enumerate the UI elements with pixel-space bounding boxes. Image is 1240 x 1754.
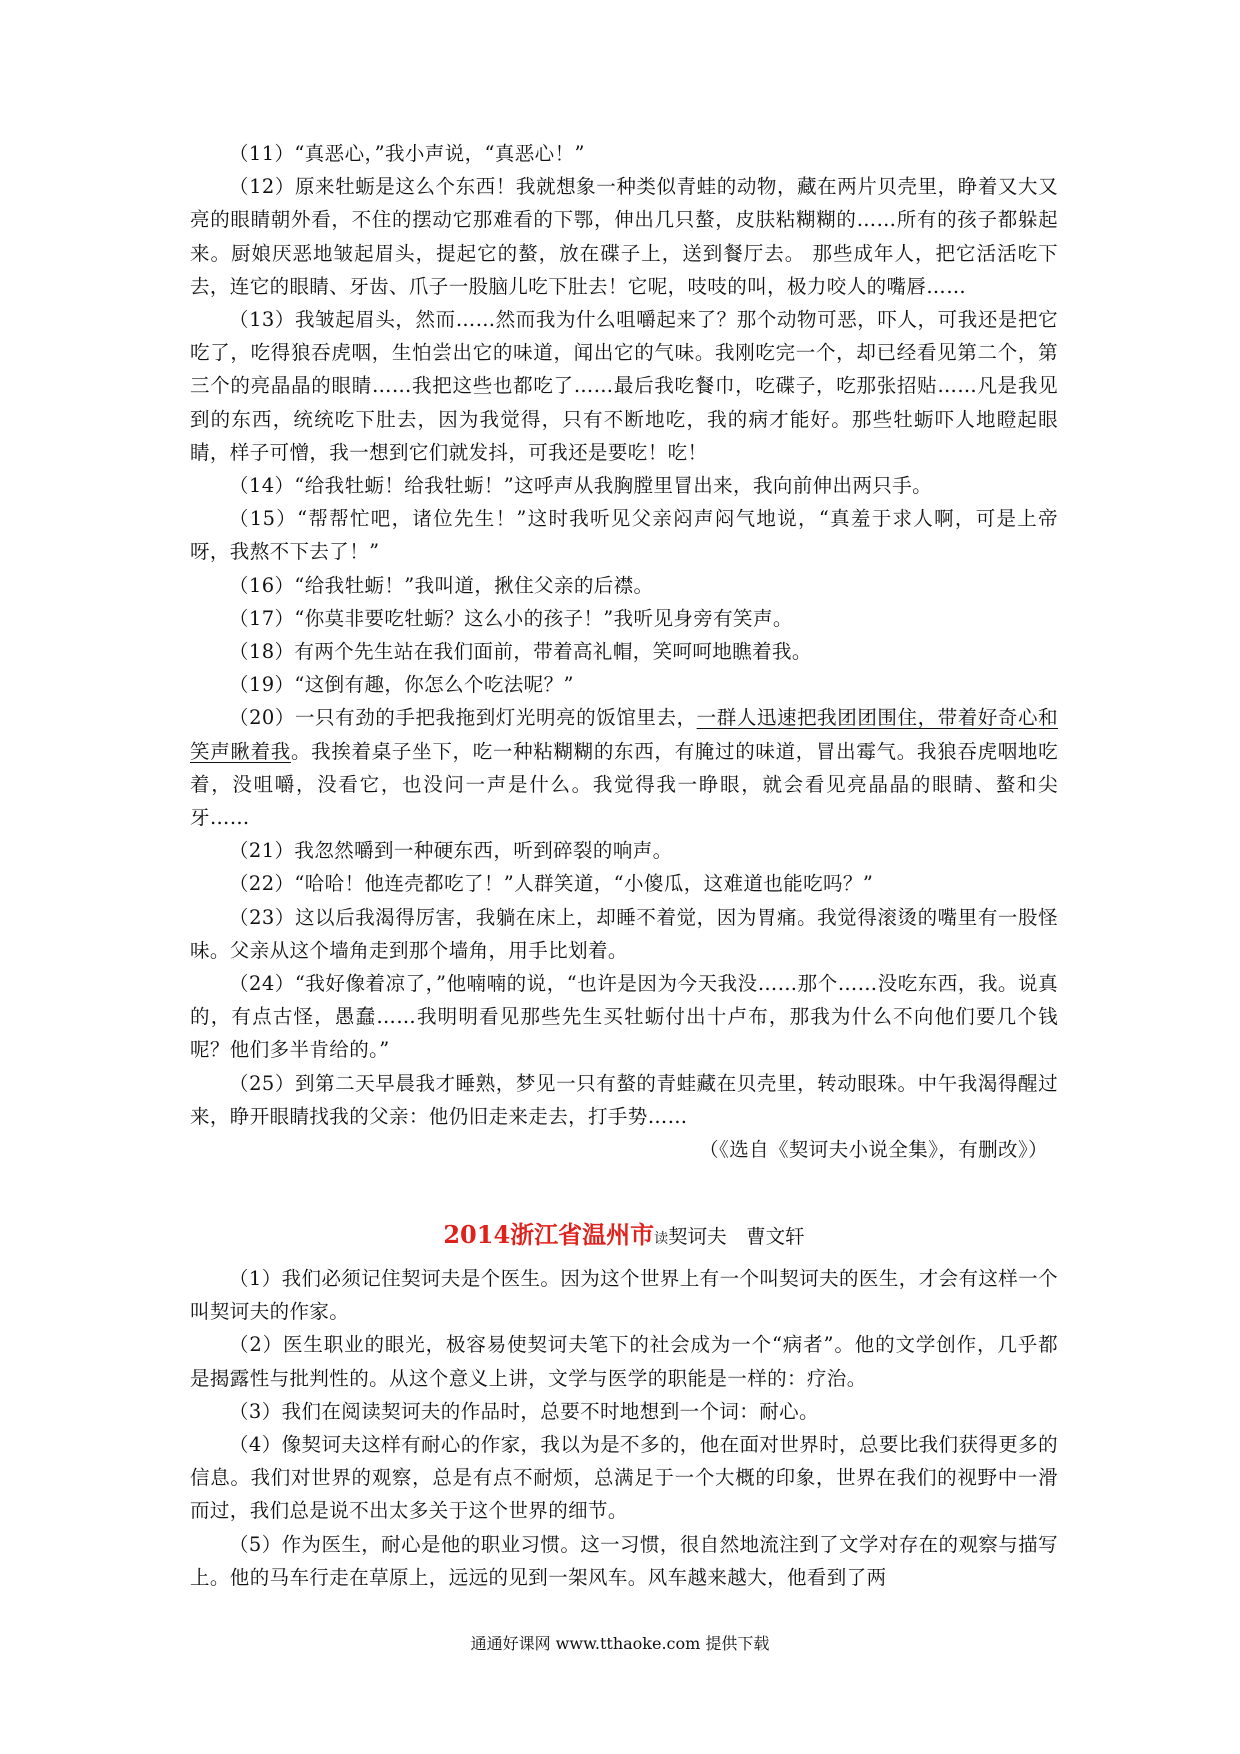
- paragraph-15: （15）“帮帮忙吧，诸位先生！”这时我听见父亲闷声闷气地说，“真羞于求人啊，可是上帝呀，我熬不下去了！”: [190, 507, 1058, 564]
- paragraph-20-start: （20）一只有劲的手把我拖到灯光明亮的饭馆里去，: [229, 706, 697, 730]
- paragraph-16: （16）“给我牡蛎！”我叫道，揪住父亲的后襟。: [229, 573, 654, 597]
- source-citation: （《选自《契诃夫小说全集》，有删改》）: [699, 1138, 1048, 1162]
- paragraph-20-end: 。我挨着桌子坐下，吃一种粘糊糊的东西，有腌过的味道，冒出霉气。我狼吞虎咽地吃着，没咀嚼，没看它，也没问一声是什么。我觉得我一睁眼，就会看见亮晶晶的眼睛、螯和尖牙……: [190, 739, 1058, 830]
- paragraph-14: （14）“给我牡蛎！给我牡蛎！”这呼声从我胸膛里冒出来，我向前伸出两只手。: [229, 474, 933, 498]
- paragraph-18: （18）有两个先生站在我们面前，带着高礼帽，笑呵呵地瞧着我。: [229, 640, 812, 664]
- essay-paragraph-2: （2）医生职业的眼光，极容易使契诃夫笔下的社会成为一个“病者”。他的文学创作，几乎都是揭露性与批判性的。从这个意义上讲，文学与医学的职能是一样的：疗治。: [190, 1333, 1058, 1390]
- underlined-sentence: 一群人迅速把我团团围住，带着好奇心和笑声瞅着我: [190, 706, 1058, 763]
- heading-title: 契诃夫 曹文轩: [668, 1225, 805, 1248]
- page-footer: 通通好课网 www.tthaoke.com 提供下载: [470, 1634, 770, 1653]
- essay-paragraph-5: （5）作为医生，耐心是他的职业习惯。这一习惯，很自然地流注到了文学对存在的观察与描写上。他的马车行走在草原上，远远的见到一架风车。风车越来越大，他看到了两: [190, 1532, 1058, 1589]
- story-excerpt: [190, 137, 1058, 1166]
- paragraph-19: （19）“这倒有趣，你怎么个吃法呢？”: [229, 673, 574, 697]
- essay-body: [190, 1262, 1058, 1594]
- section-heading: [190, 1217, 1058, 1257]
- paragraph-25: （25）到第二天早晨我才睡熟，梦见一只有螯的青蛙藏在贝壳里，转动眼珠。中午我渴得醒过来，睁开眼睛找我的父亲：他仍旧走来走去，打手势……: [190, 1071, 1058, 1128]
- paragraph-12: （12）原来牡蛎是这么个东西！我就想象一种类似青蛙的动物，藏在两片贝壳里，睁着又大又亮的眼睛朝外看，不住的摆动它那难看的下鄂，伸出几只螯，皮肤粘糊糊的……所有的孩子都躲起来。厨娘厌恶地皱起眉头，提起它的螯，放在碟子上，送到餐厅去。 那些成年人，把它活活吃下去，连它的眼睛、牙齿、爪子一股脑儿吃下肚去！它呢，吱吱的叫，极力咬人的嘴唇……: [190, 175, 1058, 298]
- paragraph-23: （23）这以后我渴得厉害，我躺在床上，却睡不着觉，因为胃痛。我觉得滚烫的嘴里有一股怪味。父亲从这个墙角走到那个墙角，用手比划着。: [190, 905, 1058, 962]
- heading-du: 读: [654, 1231, 669, 1247]
- paragraph-22: （22）“哈哈！他连壳都吃了！”人群笑道，“小傻瓜，这难道也能吃吗？”: [229, 872, 874, 896]
- paragraph-24: （24）“我好像着凉了，”他喃喃的说，“也许是因为今天我没……那个……没吃东西，我。说真的，有点古怪，愚蠢……我明明看见那些先生买牡蛎付出十卢布，那我为什么不向他们要几个钱呢？他们多半肯给的。”: [190, 972, 1058, 1062]
- heading-region: 2014浙江省温州市: [443, 1220, 655, 1249]
- essay-paragraph-4: （4）像契诃夫这样有耐心的作家，我以为是不多的，他在面对世界时，总要比我们获得更多的信息。我们对世界的观察，总是有点不耐烦，总满足于一个大概的印象，世界在我们的视野中一滑而过，我们总是说不出太多关于这个世界的细节。: [190, 1433, 1058, 1523]
- paragraph-17: （17）“你莫非要吃牡蛎？这么小的孩子！”我听见身旁有笑声。: [229, 606, 793, 630]
- paragraph-11: （11）“真恶心，”我小声说，“真恶心！”: [229, 142, 585, 165]
- essay-paragraph-1: （1）我们必须记住契诃夫是个医生。因为这个世界上有一个叫契诃夫的医生，才会有这样一个叫契诃夫的作家。: [190, 1267, 1058, 1324]
- paragraph-20: [190, 701, 1058, 834]
- paragraph-21: （21）我忽然嚼到一种硬东西，听到碎裂的响声。: [229, 839, 673, 863]
- paragraph-13: （13）我皱起眉头，然而……然而我为什么咀嚼起来了？那个动物可恶，吓人，可我还是把它吃了，吃得狼吞虎咽，生怕尝出它的味道，闻出它的气味。我刚吃完一个，却已经看见第二个，第三个的亮晶晶的眼睛……我把这些也都吃了……最后我吃餐巾，吃碟子，吃那张招贴……凡是我见到的东西，统统吃下肚去，因为我觉得，只有不断地吃，我的病才能好。那些牡蛎吓人地瞪起眼睛，样子可憎，我一想到它们就发抖，可我还是要吃！吃！: [190, 308, 1058, 464]
- essay-paragraph-3: （3）我们在阅读契诃夫的作品时，总要不时地想到一个词：耐心。: [229, 1399, 819, 1423]
